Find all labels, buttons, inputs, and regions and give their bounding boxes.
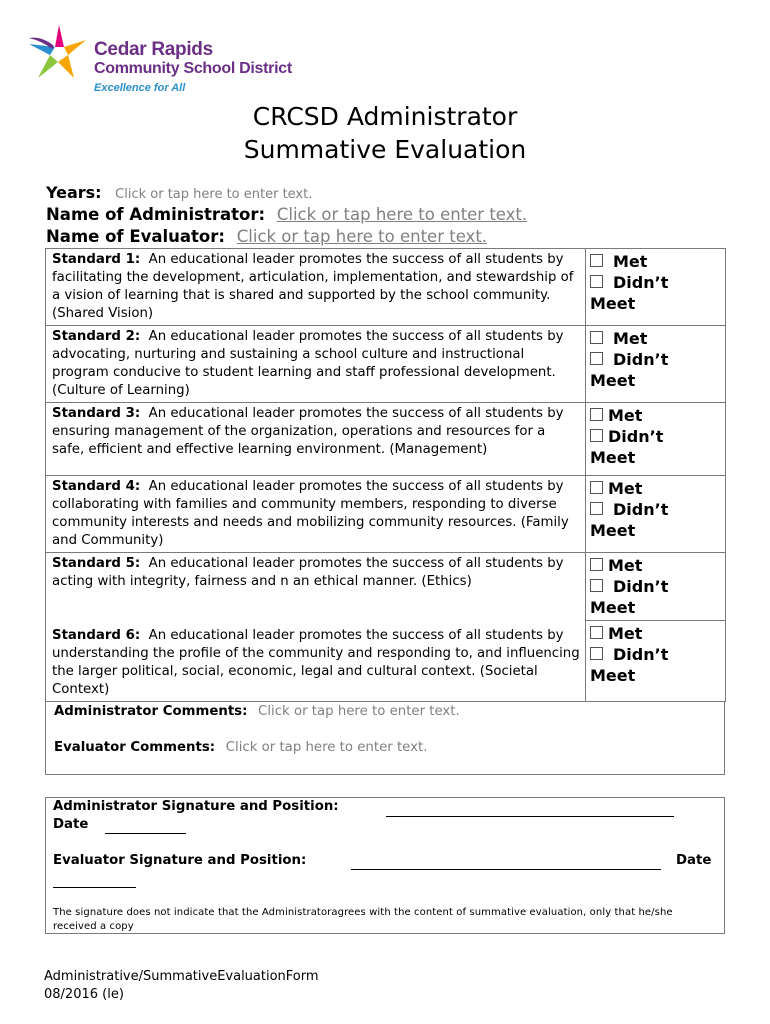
administrator-comments-input[interactable]: Click or tap here to enter text. [258, 704, 460, 719]
standard-4-text: An educational leader promotes the success of all students by collaborating with families and community members, responding to diverse community interests and needs and mobilizing community resources. (Family and Community) [52, 479, 569, 548]
meet-label: Meet [590, 448, 636, 467]
standard-row [46, 553, 726, 621]
standard-1-didnt-meet-option[interactable] [590, 272, 721, 293]
administrator-signature-label: Administrator Signature and Position: [53, 799, 339, 814]
administrator-name-input[interactable]: Click or tap here to enter text. [276, 205, 528, 224]
checkbox-icon[interactable] [590, 626, 603, 639]
standard-4-label: Standard 4: [52, 479, 141, 494]
checkbox-icon[interactable] [590, 429, 603, 442]
standard-row [46, 249, 726, 326]
evaluator-comments-label: Evaluator Comments: [54, 740, 216, 755]
didnt-label: Didn’t [613, 577, 669, 596]
footer-form-name: Administrative/SummativeEvaluationForm [44, 969, 319, 984]
standard-row [46, 326, 726, 403]
standard-4-description [46, 476, 586, 553]
standard-3-met-option[interactable] [590, 405, 721, 426]
checkbox-icon[interactable] [590, 254, 603, 267]
standard-2-label: Standard 2: [52, 329, 141, 344]
didnt-label: Didn’t [608, 427, 664, 446]
met-label: Met [613, 252, 648, 271]
district-logo [24, 22, 334, 102]
standard-row [46, 476, 726, 553]
page-title [0, 100, 770, 166]
standard-3-description [46, 403, 586, 476]
standard-6-rating [586, 621, 726, 702]
standard-2-description [46, 326, 586, 403]
meet-label: Meet [590, 521, 636, 540]
standard-4-met-option[interactable] [590, 478, 721, 499]
standard-5-rating [586, 553, 726, 621]
met-label: Met [608, 624, 643, 643]
evaluator-name-field [46, 227, 487, 246]
evaluator-signature-line[interactable] [351, 869, 661, 870]
didnt-label: Didn’t [613, 500, 669, 519]
standard-5-label: Standard 5: [52, 556, 141, 571]
administrator-signature-line[interactable] [386, 816, 674, 817]
administrator-name-label: Name of Administrator: [46, 205, 266, 224]
title-line-2: Summative Evaluation [243, 135, 527, 164]
checkbox-icon[interactable] [590, 647, 603, 660]
standard-6-didnt-meet-option[interactable] [590, 644, 721, 665]
logo-line-2: Community School District [94, 60, 292, 77]
logo-line-1: Cedar Rapids [94, 39, 213, 60]
standard-1-rating [586, 249, 726, 326]
standard-6-text: An educational leader promotes the success of all students by understanding the profile of the community and responding to, and influencing the larger political, social, economic, legal and cultural context. (Societal Context) [52, 627, 580, 697]
years-field [46, 183, 312, 202]
evaluator-date-label: Date [676, 853, 712, 868]
standard-row [46, 621, 726, 702]
meet-label: Meet [590, 371, 636, 390]
footer-form-date: 08/2016 (le) [44, 987, 124, 1002]
standard-6-description [46, 621, 586, 702]
evaluator-signature-label: Evaluator Signature and Position: [53, 853, 307, 868]
standard-5-text: An educational leader promotes the success of all students by acting with integrity, fairness and n an ethical manner. (Ethics) [52, 556, 564, 589]
standard-6-label: Standard 6: [52, 627, 141, 643]
standard-3-label: Standard 3: [52, 406, 141, 421]
met-label: Met [613, 329, 648, 348]
checkbox-icon[interactable] [590, 408, 603, 421]
meet-label: Meet [590, 294, 636, 313]
administrator-comments-label: Administrator Comments: [54, 704, 248, 719]
met-label: Met [608, 479, 643, 498]
signature-box [45, 797, 725, 934]
standard-3-didnt-meet-option[interactable] [590, 426, 721, 447]
checkbox-icon[interactable] [590, 558, 603, 571]
administrator-date-line[interactable] [105, 833, 186, 834]
checkbox-icon[interactable] [590, 502, 603, 515]
didnt-label: Didn’t [613, 350, 669, 369]
didnt-label: Didn’t [613, 645, 669, 664]
met-label: Met [608, 556, 643, 575]
standard-1-text: An educational leader promotes the success of all students by facilitating the development, articulation, implementation, and stewardship of a vision of learning that is shared and supported by the school community. (Shared Vision) [52, 252, 574, 321]
checkbox-icon[interactable] [590, 331, 603, 344]
standard-5-description [46, 553, 586, 621]
standard-2-rating [586, 326, 726, 403]
meet-label: Meet [590, 666, 636, 685]
evaluator-comments [54, 740, 427, 755]
met-label: Met [608, 406, 643, 425]
standard-4-didnt-meet-option[interactable] [590, 499, 721, 520]
didnt-label: Didn’t [613, 273, 669, 292]
standard-5-didnt-meet-option[interactable] [590, 576, 721, 597]
checkbox-icon[interactable] [590, 352, 603, 365]
standards-table [45, 248, 726, 702]
standard-2-text: An educational leader promotes the success of all students by advocating, nurturing and sustaining a school culture and instructional program conducive to student learning and staff professional development. (Culture of Learning) [52, 329, 564, 398]
standard-5-met-option[interactable] [590, 555, 721, 576]
standard-1-description [46, 249, 586, 326]
standard-1-label: Standard 1: [52, 252, 141, 267]
title-line-1: CRCSD Administrator [252, 102, 518, 131]
comments-box [45, 701, 725, 775]
standard-2-met-option[interactable] [590, 328, 721, 349]
standard-1-met-option[interactable] [590, 251, 721, 272]
evaluator-name-input[interactable]: Click or tap here to enter text. [236, 227, 488, 246]
logo-tagline: Excellence for All [94, 82, 186, 94]
standard-2-didnt-meet-option[interactable] [590, 349, 721, 370]
evaluator-comments-input[interactable]: Click or tap here to enter text. [225, 740, 428, 755]
form-footer [44, 968, 319, 1004]
checkbox-icon[interactable] [590, 579, 603, 592]
years-input[interactable]: Click or tap here to enter text. [115, 187, 313, 202]
evaluator-name-label: Name of Evaluator: [46, 227, 225, 246]
administrator-date-label: Date [53, 817, 89, 832]
standard-3-rating [586, 403, 726, 476]
administrator-name-field [46, 205, 527, 224]
standard-4-rating [586, 476, 726, 553]
administrator-comments [54, 704, 460, 719]
evaluator-date-line[interactable] [53, 887, 136, 888]
signature-disclaimer: The signature does not indicate that the Administratoragrees with the content of summative evaluation, only that he/she received a copy [53, 907, 673, 932]
meet-label: Meet [590, 598, 636, 617]
standard-row [46, 403, 726, 476]
standard-6-met-option[interactable] [590, 623, 721, 644]
years-label: Years: [46, 183, 102, 202]
star-logo-icon [24, 22, 90, 84]
checkbox-icon[interactable] [590, 275, 603, 288]
standard-3-text: An educational leader promotes the success of all students by ensuring management of the organization, operations and resources for a safe, efficient and effective learning environment. (Management) [52, 406, 564, 457]
checkbox-icon[interactable] [590, 481, 603, 494]
